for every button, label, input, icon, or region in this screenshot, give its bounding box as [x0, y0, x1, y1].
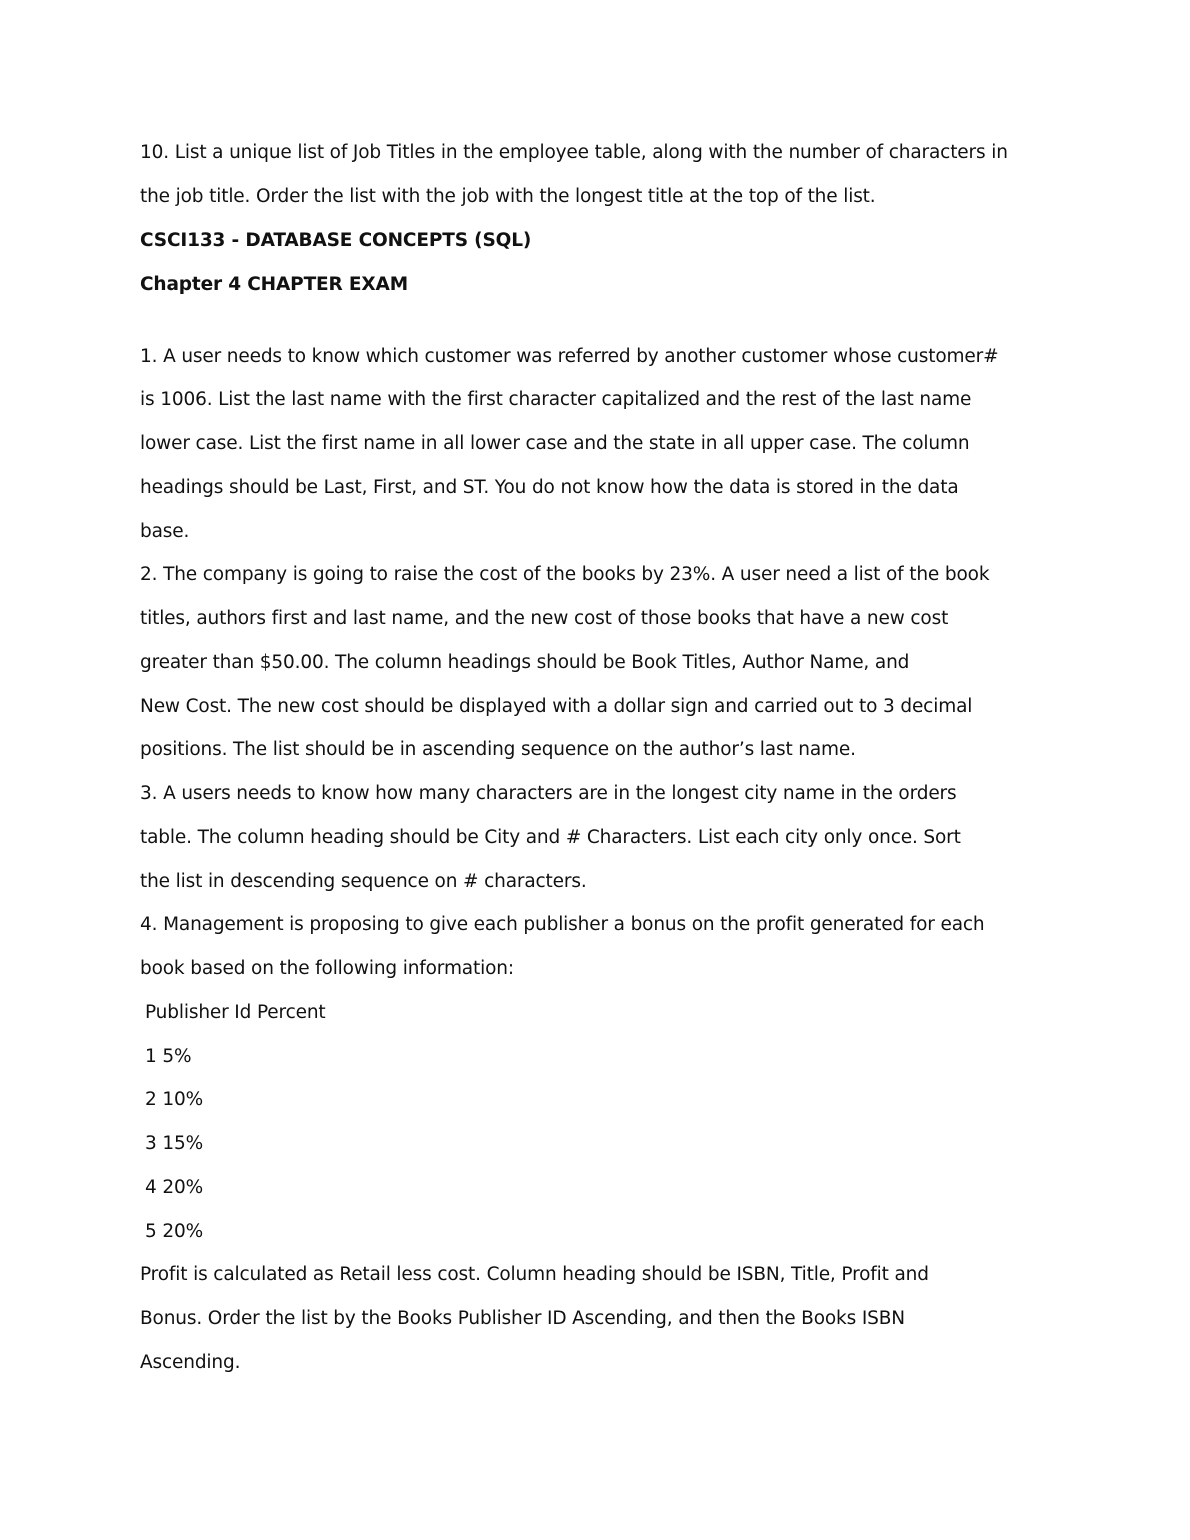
question-3-line: table. The column heading should be City and # Characters. List each city only once. Sort [140, 827, 961, 848]
question-3-line: the list in descending sequence on # characters. [140, 871, 587, 892]
question-1-line: 1. A user needs to know which customer was referred by another customer whose customer# [140, 346, 999, 367]
chapter-title: Chapter 4 CHAPTER EXAM [140, 274, 408, 295]
question-1-line: base. [140, 521, 190, 542]
question-2-line: New Cost. The new cost should be displayed with a dollar sign and carried out to 3 decimal [140, 696, 973, 717]
bonus-table-row: 1 5% [145, 1046, 192, 1067]
bonus-table-row: 3 15% [145, 1133, 204, 1154]
course-title: CSCI133 - DATABASE CONCEPTS (SQL) [140, 230, 532, 251]
bonus-table-header: Publisher Id Percent [145, 1002, 326, 1023]
question-1-line: headings should be Last, First, and ST. You do not know how the data is stored in the data [140, 477, 959, 498]
question-2-line: greater than $50.00. The column headings should be Book Titles, Author Name, and [140, 652, 910, 673]
question-4-footer-line: Ascending. [140, 1352, 241, 1373]
question-2-line: 2. The company is going to raise the cost of the books by 23%. A user need a list of the book [140, 564, 990, 585]
question-4-footer-line: Profit is calculated as Retail less cost. Column heading should be ISBN, Title, Profit and [140, 1264, 929, 1285]
question-1-line: lower case. List the first name in all lower case and the state in all upper case. The column [140, 433, 970, 454]
question-3-line: 3. A users needs to know how many characters are in the longest city name in the orders [140, 783, 957, 804]
question-10-line-1: 10. List a unique list of Job Titles in the employee table, along with the number of characters in [140, 142, 1008, 163]
bonus-table-row: 2 10% [145, 1089, 204, 1110]
question-10-line-2: the job title. Order the list with the job with the longest title at the top of the list. [140, 186, 876, 207]
bonus-table-row: 5 20% [145, 1221, 204, 1242]
question-4-footer-line: Bonus. Order the list by the Books Publisher ID Ascending, and then the Books ISBN [140, 1308, 905, 1329]
question-4-line: 4. Management is proposing to give each publisher a bonus on the profit generated for each [140, 914, 985, 935]
bonus-table-row: 4 20% [145, 1177, 204, 1198]
question-2-line: positions. The list should be in ascending sequence on the author’s last name. [140, 739, 856, 760]
question-2-line: titles, authors first and last name, and the new cost of those books that have a new cost [140, 608, 949, 629]
question-1-line: is 1006. List the last name with the first character capitalized and the rest of the last name [140, 389, 972, 410]
question-4-line: book based on the following information: [140, 958, 514, 979]
